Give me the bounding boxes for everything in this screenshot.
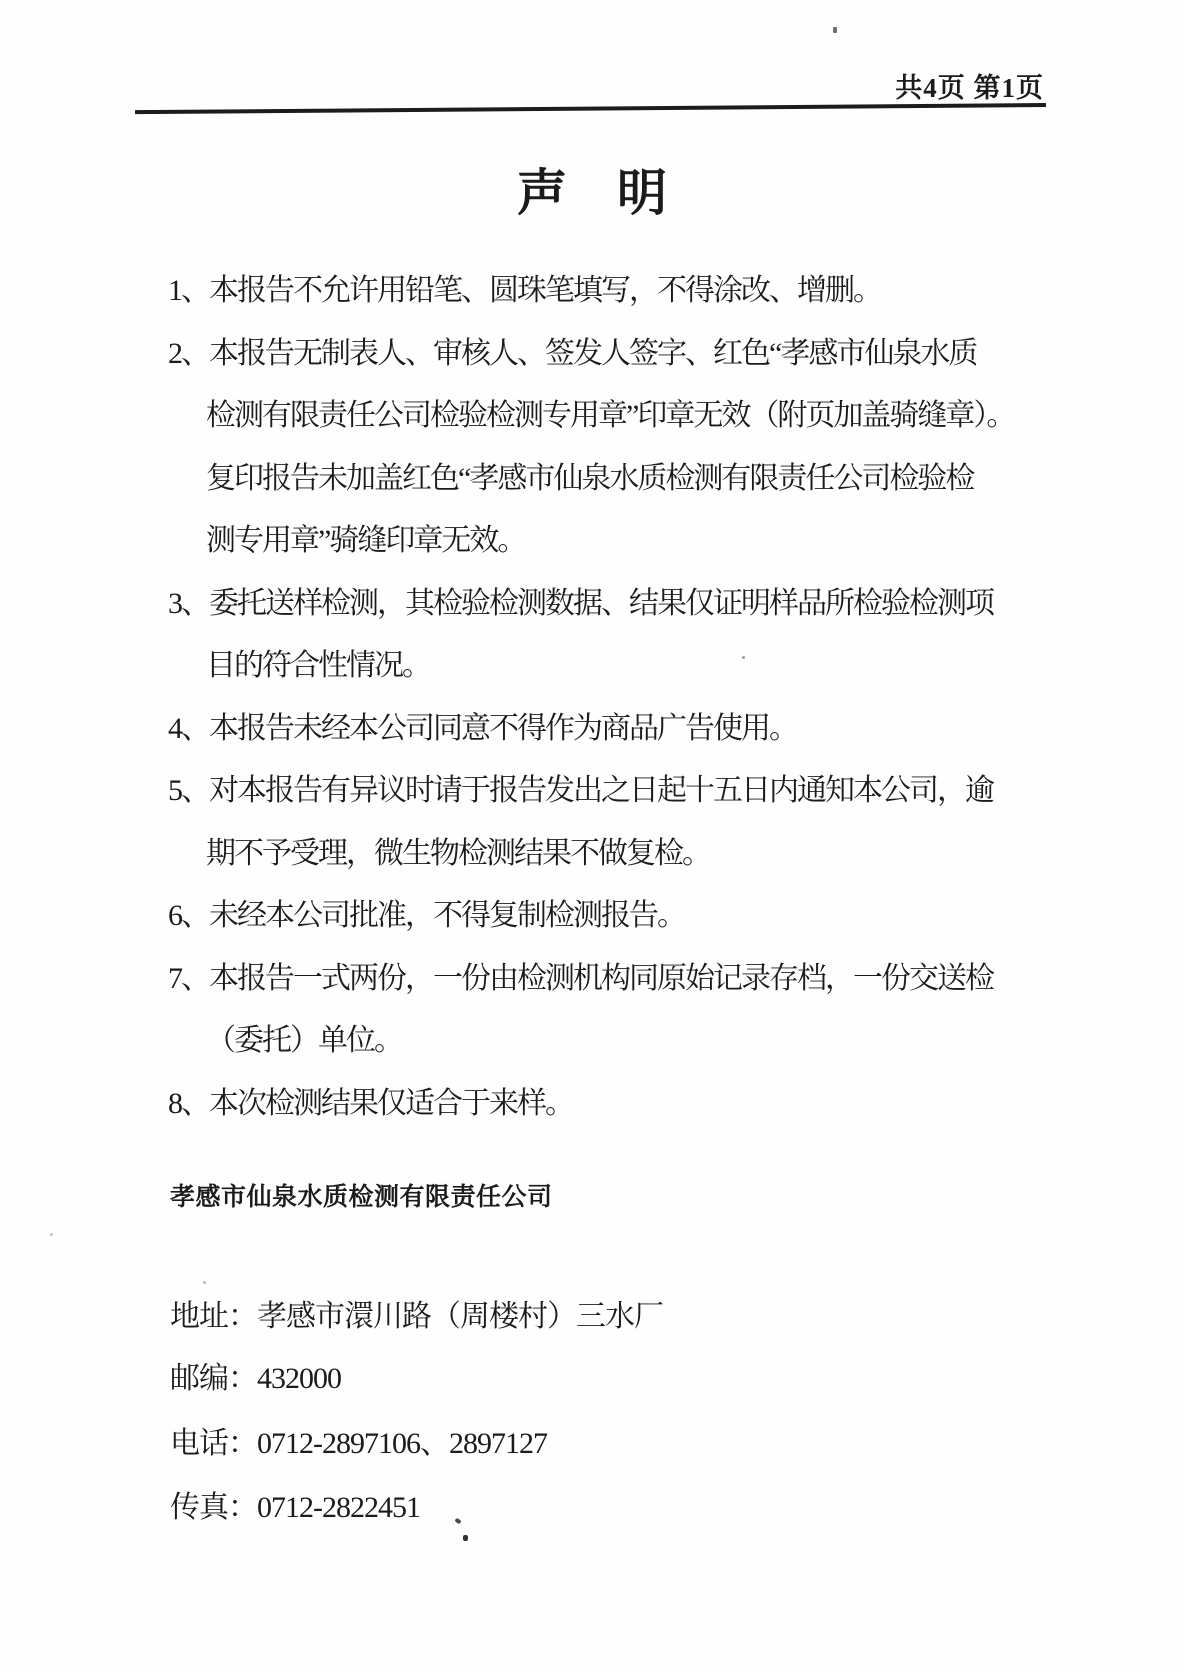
item-number: 4、 (168, 711, 209, 745)
fax-value: 0712-2822451 (257, 1491, 420, 1524)
postcode-label: 邮编： (170, 1362, 257, 1395)
item-text: 检测有限责任公司检验检测专用章”印章无效（附页加盖骑缝章）。 (206, 399, 1015, 432)
statement-item-6 (168, 885, 1028, 948)
item-text: 测专用章”骑缝印章无效。 (206, 524, 526, 557)
phone-label: 电话： (170, 1427, 257, 1460)
statement-item-7-cont (168, 1010, 1028, 1073)
item-text: 复印报告未加盖红色“孝感市仙泉水质检测有限责任公司检验检 (206, 461, 974, 495)
scan-speck (833, 27, 837, 33)
item-number: 5、 (168, 774, 209, 807)
item-text: 本报告一式两份，一份由检测机构同原始记录存档，一份交送检 (209, 961, 993, 995)
fax-label: 传真： (170, 1491, 257, 1524)
address-value: 孝感市澴川路（周楼村）三水厂 (257, 1300, 663, 1333)
address-label: 地址： (170, 1300, 257, 1333)
statement-item-3 (168, 573, 1028, 636)
statement-item-2 (168, 323, 1028, 386)
page-title: 声 明 (517, 165, 667, 221)
statement-item-1 (168, 260, 1028, 323)
contact-fax-row (170, 1491, 420, 1526)
item-number: 7、 (168, 961, 209, 995)
scan-speck (50, 1233, 53, 1236)
item-text: 本报告无制表人、审核人、签发人签字、红色“孝感市仙泉水质 (209, 336, 977, 370)
item-text: 期不予受理，微生物检测结果不做复检。 (206, 836, 710, 870)
scan-speck (463, 1535, 468, 1541)
statement-item-5-cont (168, 823, 1028, 886)
item-text: 本次检测结果仅适合于来样。 (209, 1086, 573, 1120)
contact-address-row (170, 1300, 663, 1335)
item-number: 1、 (168, 274, 209, 307)
statement-item-4 (168, 698, 1028, 761)
item-text: 本报告未经本公司同意不得作为商品广告使用。 (209, 711, 797, 745)
item-text: 对本报告有异议时请于报告发出之日起十五日内通知本公司，逾 (209, 774, 993, 807)
statement-item-2-cont (168, 510, 1028, 573)
statement-list (168, 260, 1028, 1135)
postcode-value: 432000 (257, 1362, 341, 1395)
contact-postcode-row (170, 1362, 341, 1397)
statement-item-8 (168, 1073, 1028, 1136)
statement-item-2-cont (168, 448, 1028, 511)
scan-speck (454, 1518, 461, 1525)
item-number: 8、 (168, 1086, 209, 1120)
item-text: 委托送样检测，其检验检测数据、结果仅证明样品所检验检测项 (209, 586, 993, 620)
item-text: 目的符合性情况。 (206, 649, 430, 682)
page-number-indicator: 共4页 第1页 (895, 73, 1044, 103)
scan-speck (203, 1281, 206, 1284)
item-text: 本报告不允许用铅笔、圆珠笔填写，不得涂改、增删。 (209, 274, 881, 307)
scan-speck (742, 656, 745, 659)
item-text: （委托）单位。 (206, 1024, 402, 1057)
header-divider-line (135, 103, 1046, 114)
item-text: 未经本公司批准，不得复制检测报告。 (209, 899, 685, 932)
item-number: 3、 (168, 586, 209, 620)
phone-value: 0712-2897106、2897127 (257, 1427, 547, 1460)
statement-item-5 (168, 760, 1028, 823)
item-number: 2、 (168, 336, 209, 370)
statement-item-7 (168, 948, 1028, 1011)
item-number: 6、 (168, 899, 209, 932)
statement-item-3-cont (168, 635, 1028, 698)
company-name: 孝感市仙泉水质检测有限责任公司 (170, 1183, 553, 1211)
contact-phone-row (170, 1427, 547, 1462)
statement-item-2-cont (168, 385, 1028, 448)
